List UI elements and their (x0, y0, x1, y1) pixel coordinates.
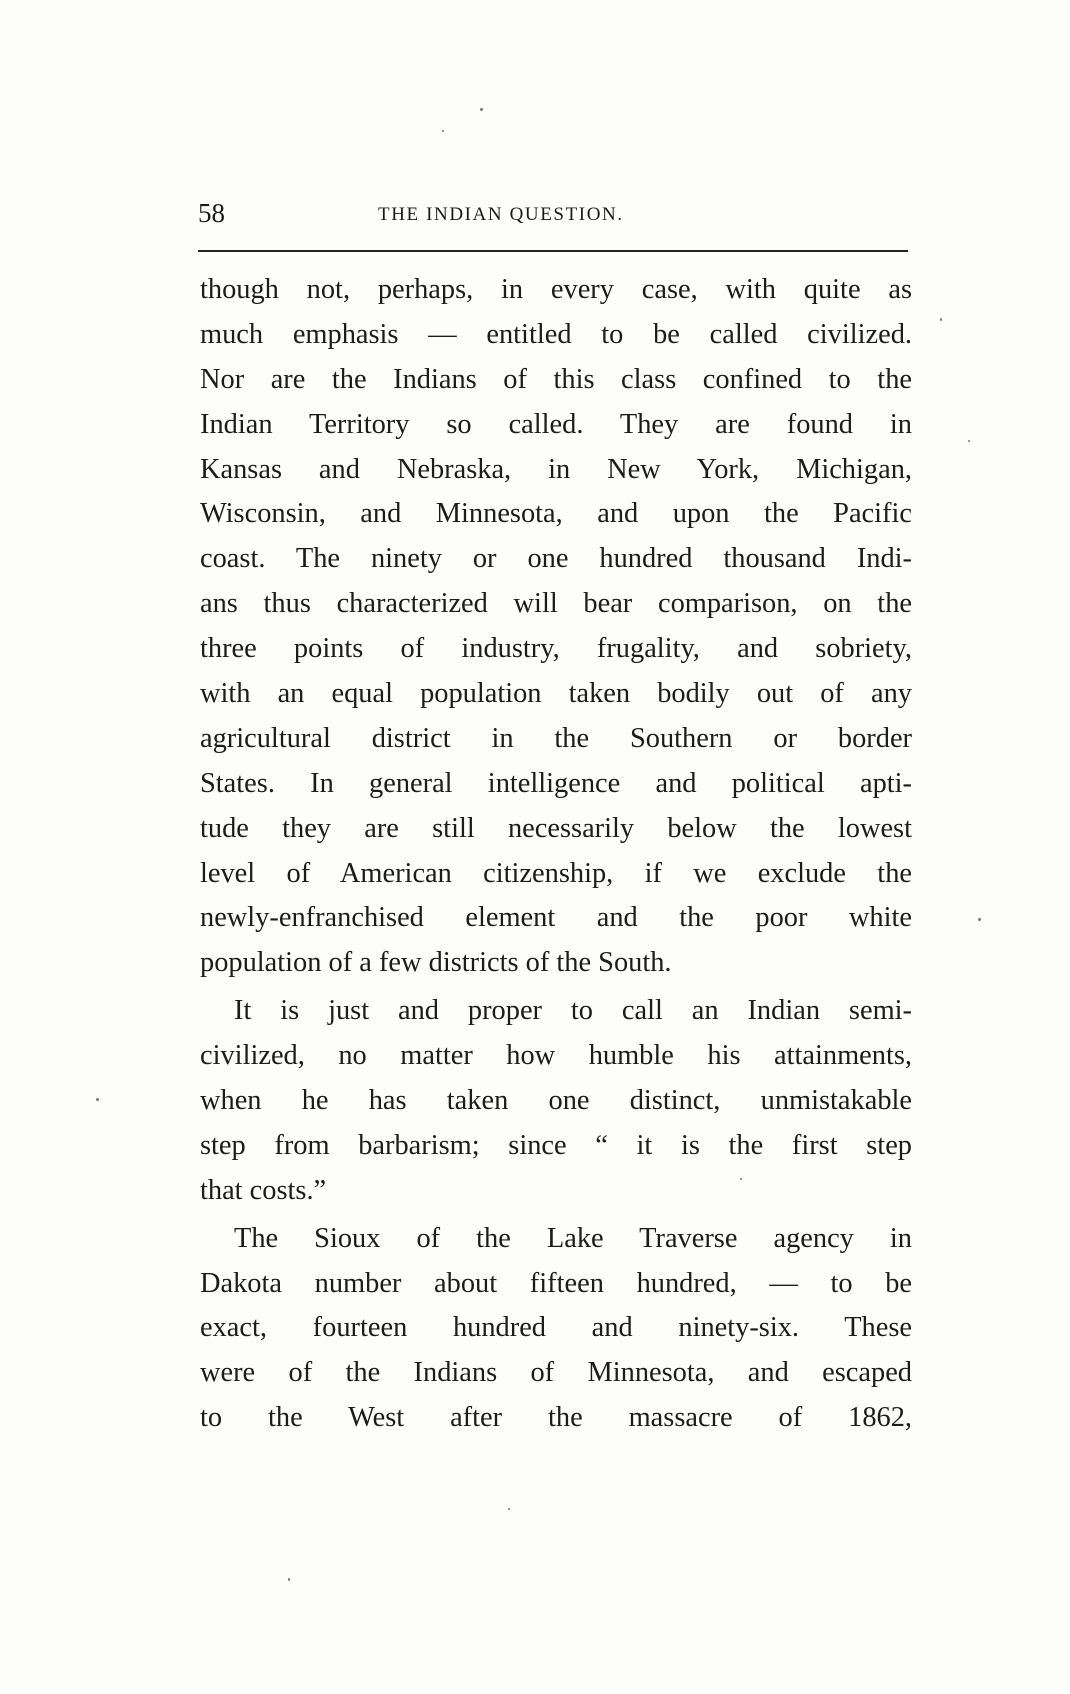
text-line: coast. The ninety or one hundred thousand Indi- (200, 543, 912, 575)
text-line: It is just and proper to call an Indian semi- (234, 995, 912, 1027)
text-line: Wisconsin, and Minnesota, and upon the Pacific (200, 498, 912, 530)
text-line: ans thus characterized will bear comparison, on the (200, 588, 912, 620)
scan-speck (978, 918, 981, 921)
text-line: States. In general intelligence and political apti- (200, 767, 912, 799)
scan-speck (96, 1098, 99, 1101)
text-line: exact, fourteen hundred and ninety-six. These (200, 1312, 912, 1344)
scan-speck (940, 318, 942, 321)
text-line: The Sioux of the Lake Traverse agency in (234, 1222, 912, 1254)
text-line: though not, perhaps, in every case, with quite as (200, 274, 912, 305)
header-rule (198, 250, 908, 252)
text-line: tude they are still necessarily below the lowest (200, 812, 912, 844)
text-line: civilized, no matter how humble his attainments, (200, 1040, 912, 1072)
text-line: population of a few districts of the South. (200, 947, 672, 979)
running-head (198, 198, 908, 238)
text-line: with an equal population taken bodily out of any (200, 678, 912, 710)
text-line: level of American citizenship, if we exclude the (200, 857, 912, 889)
text-line: agricultural district in the Southern or border (200, 722, 912, 754)
text-line: much emphasis — entitled to be called civilized. (200, 318, 912, 350)
scan-speck (442, 130, 444, 132)
text-line: three points of industry, frugality, and sobriety, (200, 633, 912, 665)
text-line: to the West after the massacre of 1862, (200, 1402, 912, 1434)
text-line: when he has taken one distinct, unmistakable (200, 1085, 912, 1117)
text-line: Kansas and Nebraska, in New York, Michigan, (200, 453, 912, 485)
text-line: Dakota number about fifteen hundred, — to be (200, 1267, 912, 1299)
body-text (200, 268, 912, 1441)
text-line: Indian Territory so called. They are found in (200, 408, 912, 440)
paragraph-3 (200, 1217, 912, 1441)
running-title: THE INDIAN QUESTION. (378, 204, 624, 225)
scan-speck (740, 1178, 742, 1180)
paragraph-2 (200, 989, 912, 1213)
paragraph-1 (200, 268, 912, 986)
text-line: newly-enfranchised element and the poor white (200, 902, 912, 934)
scan-speck (288, 1578, 290, 1581)
page-number: 58 (198, 198, 225, 228)
text-line: were of the Indians of Minnesota, and escaped (200, 1357, 912, 1389)
text-line: that costs.” (200, 1174, 327, 1206)
text-line: Nor are the Indians of this class confined to the (200, 363, 912, 395)
scan-speck (508, 1508, 510, 1510)
text-line: step from barbarism; since “ it is the first step (200, 1129, 912, 1161)
scan-speck (480, 108, 483, 111)
scan-speck (968, 440, 970, 442)
